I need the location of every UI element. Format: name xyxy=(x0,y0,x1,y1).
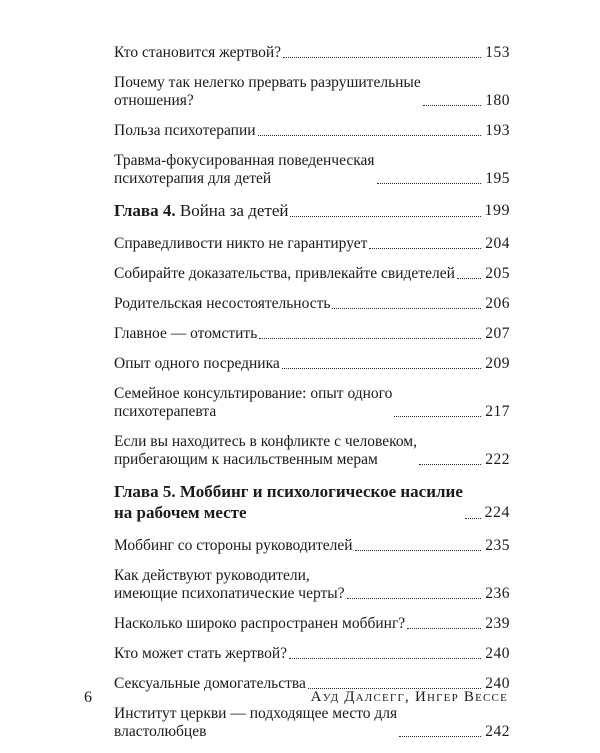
dot-leader xyxy=(419,464,481,465)
dot-leader xyxy=(332,308,481,309)
toc-entry-page: 236 xyxy=(485,585,510,602)
toc-entry-page: 193 xyxy=(485,122,510,139)
dot-leader xyxy=(282,368,481,369)
toc-entry xyxy=(114,433,510,469)
chapter-name: Война за детей xyxy=(179,201,289,220)
toc-entry-title: Насколько широко распространен моббинг? xyxy=(114,615,406,632)
dot-leader xyxy=(283,57,481,58)
toc-entry xyxy=(114,235,510,253)
dot-leader xyxy=(457,278,481,279)
toc-entry-title: Почему так нелегко прервать разрушительные отношения? xyxy=(114,74,421,109)
toc-entry-page: 195 xyxy=(485,170,510,187)
toc-chapter-4 xyxy=(114,200,510,221)
toc-entry-page: 206 xyxy=(485,295,510,312)
toc-entry-page: 209 xyxy=(485,355,510,372)
toc-entry-title: Родительская несостоятельность xyxy=(114,295,331,312)
toc-entry-title: Если вы находитесь в конфликте с человеком, прибегающим к насильственным мерам xyxy=(114,433,417,468)
dot-leader xyxy=(377,183,482,184)
toc-entry-page: 240 xyxy=(485,675,510,692)
dot-leader xyxy=(289,658,481,659)
toc-entry-title: Институт церкви — подходящее место для властолюбцев xyxy=(114,705,398,740)
toc-entry-title: Семейное консультирование: опыт одного психотерапевта xyxy=(114,385,393,420)
toc-entry-page: 239 xyxy=(485,615,510,632)
page-footer xyxy=(0,689,600,713)
toc-entry-title: Как действуют руководители, имеющие психопатические черты? xyxy=(114,567,345,602)
chapter-page: 224 xyxy=(484,504,510,521)
toc-entry xyxy=(114,295,510,313)
dot-leader xyxy=(407,628,481,629)
chapter-title xyxy=(114,481,463,523)
toc-entry xyxy=(114,537,510,555)
toc-entry-page: 204 xyxy=(485,235,510,252)
page-number: 6 xyxy=(84,689,92,706)
toc-entry-page: 240 xyxy=(485,645,510,662)
toc-entry xyxy=(114,325,510,343)
chapter-page: 199 xyxy=(484,202,510,219)
chapter-name: Моббинг и психологическое насилие на рабочем месте xyxy=(114,482,463,522)
toc-entry-title: Травма-фокусированная поведенческая психотерапия для детей xyxy=(114,152,375,187)
dot-leader xyxy=(258,135,482,136)
toc-entry-page: 235 xyxy=(485,537,510,554)
toc-entry-title: Справедливости никто не гарантирует xyxy=(114,235,368,252)
toc-entry-title: Опыт одного посредника xyxy=(114,355,280,372)
dot-leader xyxy=(259,338,481,339)
toc-entry-title: Кто может стать жертвой? xyxy=(114,645,288,662)
dot-leader xyxy=(369,248,481,249)
toc-entry xyxy=(114,615,510,633)
chapter-label: Глава 5. xyxy=(114,482,176,501)
chapter-title xyxy=(114,200,288,221)
toc-entry xyxy=(114,567,510,603)
toc-entry xyxy=(114,265,510,283)
toc-entry-title: Главное — отомстить xyxy=(114,325,258,342)
toc-entry-title: Кто становится жертвой? xyxy=(114,44,282,61)
dot-leader xyxy=(290,216,480,217)
dot-leader xyxy=(423,105,482,106)
toc-entry xyxy=(114,385,510,421)
toc-entry-page: 153 xyxy=(485,44,510,61)
toc-entry-title: Моббинг со стороны руководителей xyxy=(114,537,353,554)
dot-leader xyxy=(465,518,481,519)
toc-entry xyxy=(114,645,510,663)
toc-entry xyxy=(114,355,510,373)
dot-leader xyxy=(347,598,482,599)
toc-entry-page: 205 xyxy=(485,265,510,282)
toc-entry-title: Сексуальные домогательства xyxy=(114,675,306,692)
dot-leader xyxy=(394,416,481,417)
toc-entry-title: Собирайте доказательства, привлекайте свидетелей xyxy=(114,265,455,282)
toc-chapter-5 xyxy=(114,481,510,523)
chapter-label: Глава 4. xyxy=(114,201,176,220)
toc-entry xyxy=(114,44,510,62)
toc-entry-page: 217 xyxy=(485,403,510,420)
toc-entry-page: 180 xyxy=(485,92,510,109)
dot-leader xyxy=(355,550,482,551)
dot-leader xyxy=(399,736,481,737)
table-of-contents xyxy=(114,44,510,753)
toc-entry-page: 222 xyxy=(485,451,510,468)
toc-entry-page: 242 xyxy=(485,723,510,740)
toc-entry xyxy=(114,152,510,188)
toc-entry xyxy=(114,122,510,140)
toc-entry xyxy=(114,74,510,110)
toc-entry-page: 207 xyxy=(485,325,510,342)
toc-entry-title: Польза психотерапии xyxy=(114,122,256,139)
running-head-authors: Ауд Далсегг, Ингер Вессе xyxy=(310,689,508,705)
